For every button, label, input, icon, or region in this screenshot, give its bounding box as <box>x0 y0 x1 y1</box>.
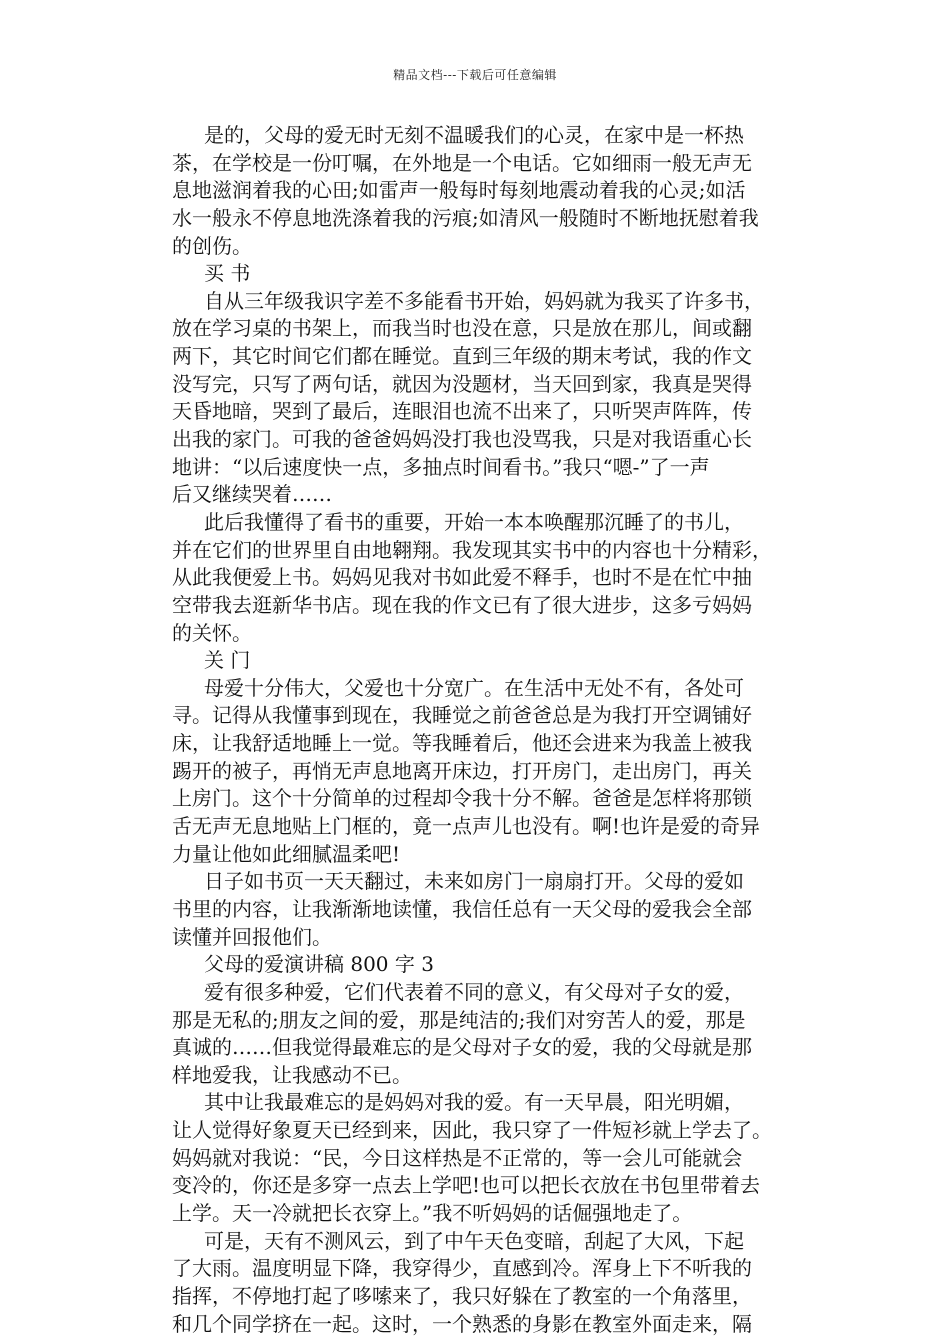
document-body <box>172 122 812 1338</box>
text-line: 可是，天有不测风云，到了中午天色变暗，刮起了大风，下起 <box>204 1228 744 1253</box>
text-line: 样地爱我，让我感动不已。 <box>172 1062 412 1087</box>
text-line: 读懂并回报他们。 <box>172 924 332 949</box>
text-line: 让人觉得好象夏天已经到来，因此，我只穿了一件短衫就上学去了。 <box>172 1118 772 1143</box>
text-line: 母爱十分伟大，父爱也十分宽广。在生活中无处不有，各处可 <box>204 675 744 700</box>
text-line: 床，让我舒适地睡上一觉。等我睡着后，他还会进来为我盖上被我 <box>172 731 752 756</box>
text-line: 并在它们的世界里自由地翱翔。我发现其实书中的内容也十分精彩， <box>172 537 772 562</box>
text-line: 没写完，只写了两句话，就因为没题材，当天回到家，我真是哭得 <box>172 371 752 396</box>
text-line: 其中让我最难忘的是妈妈对我的爱。有一天早晨，阳光明媚， <box>204 1090 744 1115</box>
text-line: 自从三年级我识字差不多能看书开始，妈妈就为我买了许多书， <box>204 288 764 313</box>
text-line: 茶，在学校是一份叮嘱，在外地是一个电话。它如细雨一般无声无 <box>172 150 752 175</box>
text-line: 水一般永不停息地洗涤着我的污痕;如清风一般随时不断地抚慰着我 <box>172 205 759 230</box>
text-line: 踢开的被子，再悄无声息地离开床边，打开房门，走出房门，再关 <box>172 758 752 783</box>
text-line: 寻。记得从我懂事到现在，我睡觉之前爸爸总是为我打开空调铺好 <box>172 703 752 728</box>
text-line: 指挥，不停地打起了哆嗦来了，我只好躲在了教室的一个角落里， <box>172 1283 752 1308</box>
text-line: 上学。天一冷就把长衣穿上。”我不听妈妈的话倔强地走了。 <box>172 1200 693 1225</box>
text-line: 是的，父母的爱无时无刻不温暖我们的心灵，在家中是一杯热 <box>204 123 744 147</box>
text-line: 关 门 <box>204 648 251 673</box>
text-line: 书里的内容，让我渐渐地读懂，我信任总有一天父母的爱我会全部 <box>172 896 752 921</box>
text-line: 力量让他如此细腻温柔吧! <box>172 841 401 866</box>
text-line: 天昏地暗，哭到了最后，连眼泪也流不出来了，只听哭声阵阵，传 <box>172 399 752 424</box>
text-line: 的创伤。 <box>172 233 252 258</box>
text-line: 爱有很多种爱，它们代表着不同的意义，有父母对子女的爱， <box>204 979 744 1004</box>
text-line: 空带我去逛新华书店。现在我的作文已有了很大进步，这多亏妈妈 <box>172 592 752 617</box>
text-line: 两下，其它时间它们都在睡觉。直到三年级的期末考试，我的作文 <box>172 344 752 369</box>
text-line: 舌无声无息地贴上门框的，竟一点声儿也没有。啊!也许是爱的奇异 <box>172 814 761 839</box>
text-line: 放在学习桌的书架上，而我当时也没在意，只是放在那儿，间或翻 <box>172 316 752 341</box>
text-line: 后又继续哭着…… <box>172 482 332 507</box>
text-line: 妈妈就对我说：“民，今日这样热是不正常的，等一会儿可能就会 <box>172 1145 743 1170</box>
text-line: 的关怀。 <box>172 620 252 645</box>
text-line: 父母的爱演讲稿 800 字 3 <box>204 952 434 977</box>
text-line: 买 书 <box>204 261 251 286</box>
text-line: 真诚的……但我觉得最难忘的是父母对子女的爱，我的父母就是那 <box>172 1035 752 1060</box>
text-line: 那是无私的;朋友之间的爱，那是纯洁的;我们对穷苦人的爱，那是 <box>172 1007 746 1032</box>
text-line: 息地滋润着我的心田;如雷声一般每时每刻地震动着我的心灵;如活 <box>172 178 746 203</box>
page-header: 精品文档---下载后可任意编辑 <box>393 68 557 82</box>
text-line: 了大雨。温度明显下降，我穿得少，直感到冷。浑身上下不听我的 <box>172 1256 752 1281</box>
text-line: 日子如书页一天天翻过，未来如房门一扇扇打开。父母的爱如 <box>204 869 744 894</box>
text-line: 变冷的，你还是多穿一点去上学吧!也可以把长衣放在书包里带着去 <box>172 1173 761 1198</box>
text-line: 从此我便爱上书。妈妈见我对书如此爱不释手，也时不是在忙中抽 <box>172 565 752 590</box>
text-line: 此后我懂得了看书的重要，开始一本本唤醒那沉睡了的书儿， <box>204 509 744 534</box>
text-line: 和几个同学挤在一起。这时，一个熟悉的身影在教室外面走来，隔 <box>172 1311 752 1336</box>
text-line: 上房门。这个十分简单的过程却令我十分不解。爸爸是怎样将那锁 <box>172 786 752 811</box>
text-line: 出我的家门。可我的爸爸妈妈没打我也没骂我，只是对我语重心长 <box>172 427 752 452</box>
text-line: 地讲：“以后速度快一点，多抽点时间看书。”我只“嗯-”了一声 <box>172 454 710 479</box>
